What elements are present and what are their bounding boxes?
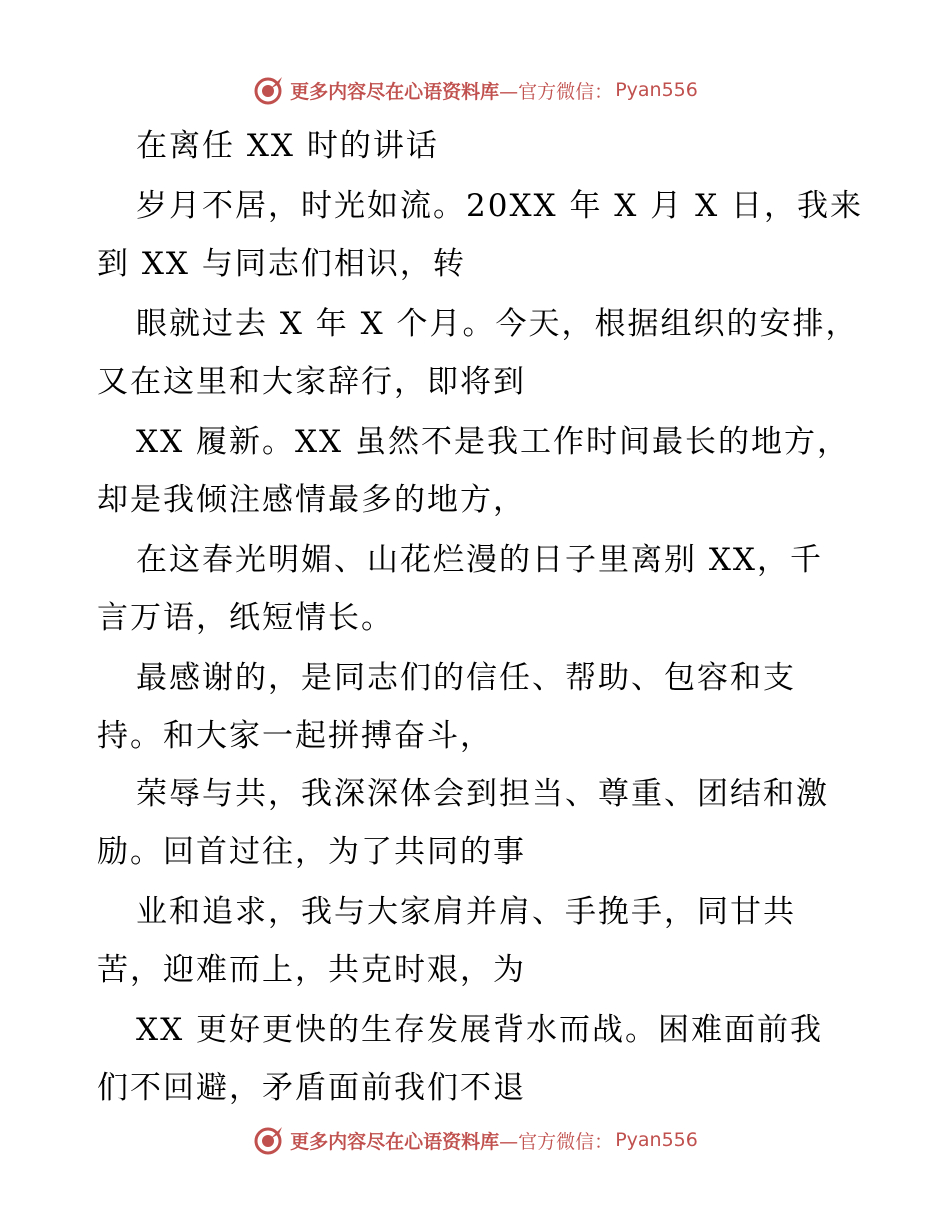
paragraph-line: 苦，迎难而上，共克时艰，为 xyxy=(97,952,526,988)
paragraph-line: 荣辱与共，我深深体会到担当、尊重、团结和激 xyxy=(136,776,829,812)
paragraph-line: 业和追求，我与大家肩并肩、手挽手，同甘共 xyxy=(136,894,796,930)
paragraph-line: 岁月不居，时光如流。20XX 年 X 月 X 日，我来 xyxy=(136,188,863,224)
watermark-wechat-id: Pyan556 xyxy=(615,1129,698,1151)
paragraph-line: 最感谢的，是同志们的信任、帮助、包容和支 xyxy=(136,660,796,696)
quill-seal-icon xyxy=(252,1124,284,1156)
watermark-wechat-id: Pyan556 xyxy=(615,79,698,101)
paragraph-line: 眼就过去 X 年 X 个月。今天，根据组织的安排， xyxy=(136,306,859,342)
paragraph-line: XX 履新。XX 虽然不是我工作时间最长的地方， xyxy=(136,424,850,460)
paragraph-line: 言万语，纸短情长。 xyxy=(97,600,394,636)
paragraph-line: 持。和大家一起拼搏奋斗， xyxy=(97,718,493,754)
paragraph-line: 又在这里和大家辞行，即将到 xyxy=(97,364,526,400)
paragraph-line: XX 更好更快的生存发展背水而战。困难面前我 xyxy=(136,1012,823,1048)
paragraph-line: 们不回避，矛盾面前我们不退 xyxy=(97,1070,526,1106)
document-title: 在离任 XX 时的讲话 xyxy=(136,128,439,164)
paragraph-line: 到 XX 与同志们相识，转 xyxy=(97,246,466,282)
paragraph-line: 却是我倾注感情最多的地方， xyxy=(97,482,526,518)
watermark-text: 更多内容尽在心语资料库 xyxy=(290,1130,500,1153)
quill-seal-icon xyxy=(252,74,284,106)
paragraph-line: 励。回首过往，为了共同的事 xyxy=(97,834,526,870)
footer-watermark xyxy=(0,1120,950,1160)
watermark-separator: —官方微信： xyxy=(499,80,614,103)
paragraph-line: 在这春光明媚、山花烂漫的日子里离别 XX，千 xyxy=(136,542,823,578)
watermark-separator: —官方微信： xyxy=(499,1130,614,1153)
header-watermark xyxy=(0,70,950,110)
watermark-text: 更多内容尽在心语资料库 xyxy=(290,80,500,103)
